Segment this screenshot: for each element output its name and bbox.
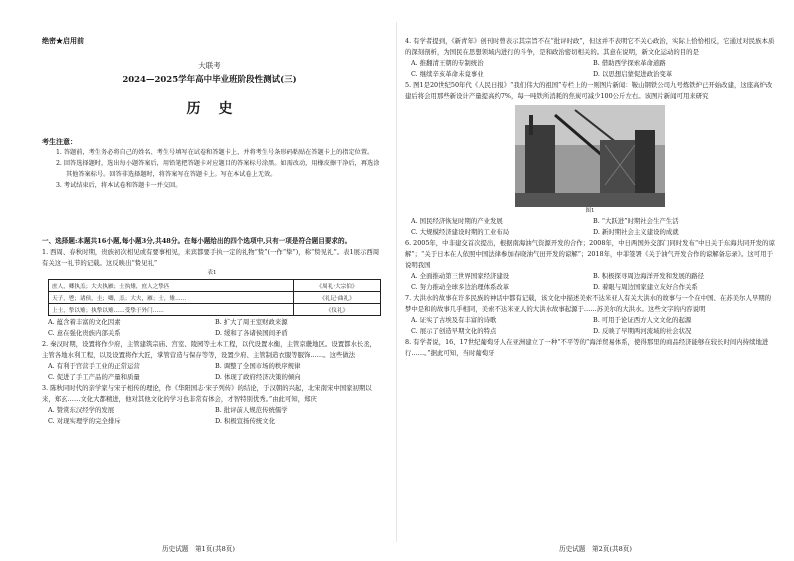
option: D. 反映了早期两河流域的社会状况 [593,327,692,335]
option: D. 以思想启蒙促进政治变革 [593,70,673,78]
question-6-options [405,271,775,293]
question-3-options [42,405,382,427]
questions-left [42,236,382,427]
secret-label: 绝密★启用前 [42,36,84,45]
page-footer: 历史试题 第1页(共8页) [162,545,235,553]
question-7: 7. 大洪水的故事在许多民族的神话中都有记载，该文化中描述美索不达米亚人有关大洪水的故事与一个在中国、在苏美尔人早期的梦中是和的故事几乎相同，美索不达米亚人的大洪水故事起源于……苏美尔的大洪水。这些文字的内容说明 [405,294,772,313]
question-4: 4. 有学者提到，《新青年》创刊时曾表示其宗旨不在“批评时政”，但这并不表明它不关心政治，实际上恰恰相反，它通过对民族本质的深刻剖析，为国民在思想领域内进行的斗争，是和政治密切相关的。其意在说明，新文化运动的目的是 [405,37,775,56]
exam-name: 大联考 [198,61,221,70]
table-cell: 庶人，卿执羔；大夫执雁；士执雉，庶人之挚匹 [49,280,294,292]
option: C. 促进了手工产品的产量和质量 [48,373,140,381]
option: B. 可用于论证西方人文文化的起源 [593,316,692,324]
note-item: 1. 答题前，考生务必将自己的姓名、考生号填写在试卷和答题卡上，并将考生号条形码粘贴在答题卡上的指定位置。 [56,149,374,156]
table-row [49,292,381,304]
option: C. 努力推动全球多边治理体系改革 [411,283,510,291]
option: D. 积极宣扬传统文化 [215,417,276,425]
question-3: 3. 陈秋同时代的亲学家与宋子相传的理论，作《华阳国志·宋子列传》的结论，于汉朝的兴起，北宋南宋中国家初期以来，郑玄……文化大都精进，他对其他文化的学习也非常有体会，才智特別优秀。”由此可知，郑庆 [42,384,372,403]
table-row [49,280,381,292]
table-cell: 上士，挚以雉；执挚以雉……受挚于外门…… [49,304,294,316]
table-1 [48,279,381,316]
subject-title: 历史 [186,101,251,117]
page-footer: 历史试题 第2页(共8页) [559,545,632,553]
question-5: 5. 图1是20世纪50年代《人民日报》“我们伟大的祖国”专栏上的一则图片新闻：鞍山钢铁公司九号炼铁炉已开始改建，这座高炉改建后将会用那些新设计产量提高约7%，每一吨铁所消耗的焦炭可减少100公斤左右。该图片新闻可用来研究 [405,81,773,100]
note-item: 3. 考试结束后，将本试卷和答题卡一并交回。 [56,182,182,189]
option: A. 全面推动第三世界国家经济建设 [411,272,510,280]
option: B. 借助西学探索革命道路 [593,59,666,67]
table-cell: 《礼记·曲礼》 [294,292,381,304]
question-8: 8. 有学者说，16、17世纪葡萄牙人在亚洲建立了一种“不平等的”海洋贸易体系，使得那里的商品经济能够在较长时间内持续地进行……。”据此可知，当时葡萄牙 [405,338,769,357]
question-6: 6. 2005年，中非建交首次提出，根据南海油气资源开发的合作；2008年，中日两国外交部门同时发布“中日关于东海共同开发的谅解”；“关于日本在人依照中国法律参加春晓油气田开发的谅解”；2018年，中菲签署《关于油气开发合作的谅解备忘录》。这可用于说明我国 [405,239,775,269]
question-2-options [42,361,382,383]
question-5-options [405,216,775,238]
option: C. 展示了创造早期文化的特点 [411,327,497,335]
question-2: 2. 秦汉时期，设置将作少府，主管建筑宗庙、宫室、陵园等土木工程，以代设置水衡，主管京畿地区。设置都水长丞，主管各地水利工程，以及设置将作大匠，掌管营造与保存等等，设置少府、主管制造衣服等服饰……。这些做法 [42,340,377,359]
exam-notes [42,137,380,191]
option: A. 国民经济恢复时期的产业发展 [411,217,503,225]
option: A. 赞赏东汉经学的发展 [48,406,115,414]
question-1-options [42,317,382,339]
figure-caption: 图1 [585,208,595,214]
question-1: 1. 西周、春秋时期，贵族初次相见或有要事相见，来宾都要手执一定的礼物“贽”(一作“挚”)，称“贽见礼”。表1展示西周有关这一礼节的记载。这反映出“贽见礼” [42,248,380,267]
table-cell: 《周礼·大宗伯》 [294,280,381,292]
option: D. 体现了政府经济决策的倾向 [215,373,301,381]
option: C. 对现实理学的完全排斥 [48,417,121,425]
table-cell: 《仪礼》 [294,304,381,316]
option: C. 大规模经济建设时期的工业布局 [411,228,510,236]
questions-right [405,36,775,359]
exam-title: 2024—2025学年高中毕业班阶段性测试(三) [122,75,297,85]
option: B. 积极探寻周边海洋开发和发展的路径 [593,272,705,280]
table-caption: 表1 [207,270,217,276]
option: B. 扩大了周王室财政来源 [215,318,288,326]
question-4-options [405,58,775,80]
table-row [49,304,381,316]
option: D. 着眼与周边国家建立友好合作关系 [593,283,698,291]
page-right [397,0,794,561]
table-cell: 天子，鬯；诸侯，圭；卿，羔；大夫，雁；士，雉…… [49,292,294,304]
option: B. “大跃进”时期社会生产生活 [593,217,679,225]
section-heading: 一、选择题:本题共16小题,每小题3分,共48分。在每小题给出的四个选项中,只有一项是符合题目要求的。 [42,237,352,245]
option: A. 推翻清王朝的专制统治 [411,59,484,67]
question-7-options [405,315,775,337]
option: A. 蕴含着丰富的文化因素 [48,318,121,326]
option: B. 批评前人规范传统儒学 [215,406,288,414]
option: C. 继续辛亥革命未竟事业 [411,70,484,78]
option: D. 新时期社会主义建设的成就 [593,228,679,236]
notes-heading: 考生注意： [42,137,77,146]
option: D. 缓和了各诸侯国间矛盾 [215,329,288,337]
option: A. 有利于官营手工业的正常运营 [48,362,140,370]
option: C. 意在强化贵族内部关系 [48,329,121,337]
blast-furnace-photo [515,105,665,207]
option: B. 调整了全国市场的秩序规律 [215,362,301,370]
note-item: 2. 回答选择题时，选出每小题答案后，用铅笔把答题卡对应题目的答案标号涂黑。如需改动，用橡皮擦干净后，再选涂其他答案标号。回答非选择题时，将答案写在答题卡上。写在本试卷上无效。 [56,160,380,178]
option: A. 证实了古埃及有丰富的诗歌 [411,316,497,324]
